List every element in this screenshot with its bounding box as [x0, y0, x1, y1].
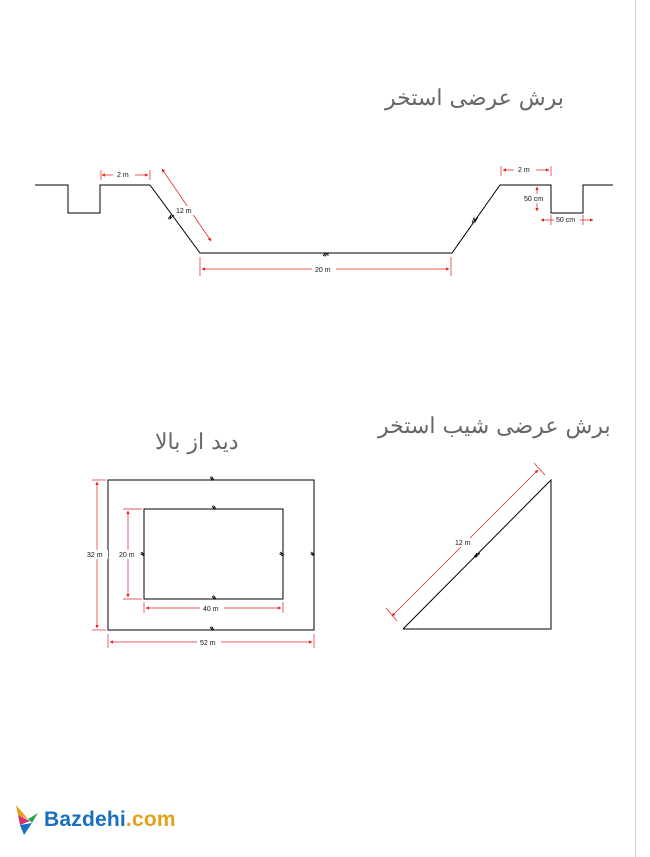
label-trench-width: 50 cm [556, 217, 576, 224]
slope-section-title: برش عرضی شیب استخر [378, 414, 611, 439]
label-slope-length: 12 m [176, 208, 192, 215]
bazdehi-logo[interactable] [14, 800, 176, 840]
cross-section-dimensions [101, 166, 593, 276]
cross-section-title: برش عرضی استخر [385, 86, 564, 111]
hummingbird-icon [14, 803, 40, 837]
label-outer-width: 52 m [200, 640, 216, 647]
inner-rectangle [144, 509, 283, 599]
label-inner-height: 20 m [119, 552, 135, 559]
label-top-width-left: 2 m [117, 172, 129, 179]
label-outer-height: 32 m [87, 552, 103, 559]
break-symbols [168, 215, 478, 256]
label-slope-hypotenuse: 12 m [455, 540, 471, 547]
label-top-width-right: 2 m [518, 167, 530, 174]
logo-tld: .com [125, 808, 176, 831]
label-trench-depth: 50 cm [524, 196, 544, 203]
logo-text [44, 808, 176, 832]
slope-labels [453, 538, 473, 547]
top-view-dimensions [92, 480, 314, 648]
top-view-title: دید از بالا [155, 430, 239, 455]
dim-line-slope [162, 169, 211, 241]
label-inner-width: 40 m [203, 606, 219, 613]
logo-name: Bazdehi [44, 808, 126, 831]
cross-section-labels [113, 165, 580, 274]
label-bottom-length: 20 m [315, 267, 331, 274]
